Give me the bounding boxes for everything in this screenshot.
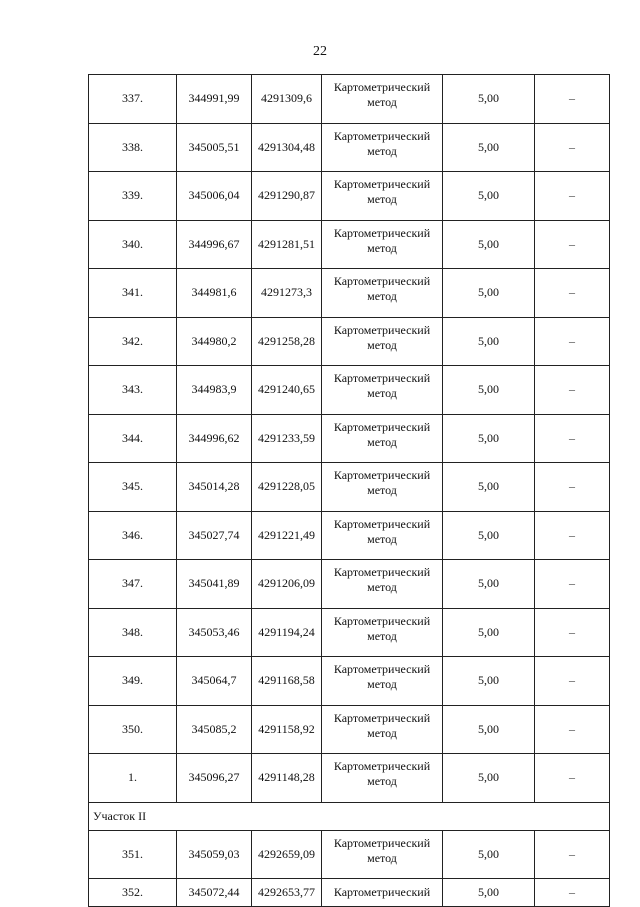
method-cell: Картометрический метод — [322, 511, 443, 560]
table-row — [89, 830, 610, 879]
y-coordinate-cell: 4291290,87 — [252, 172, 322, 221]
precision-cell: 5,00 — [443, 879, 535, 907]
precision-cell: 5,00 — [443, 172, 535, 221]
point-number-cell: 343. — [89, 366, 177, 415]
method-cell: Картометрический метод — [322, 830, 443, 879]
note-cell: – — [535, 172, 610, 221]
precision-cell: 5,00 — [443, 414, 535, 463]
method-cell: Картометрический метод — [322, 172, 443, 221]
y-coordinate-cell: 4291228,05 — [252, 463, 322, 512]
x-coordinate-cell: 345014,28 — [177, 463, 252, 512]
table-row — [89, 172, 610, 221]
coordinates-table-body — [89, 75, 610, 907]
point-number-cell: 347. — [89, 560, 177, 609]
note-cell: – — [535, 414, 610, 463]
point-number-cell: 338. — [89, 123, 177, 172]
y-coordinate-cell: 4292659,09 — [252, 830, 322, 879]
note-cell: – — [535, 366, 610, 415]
precision-cell: 5,00 — [443, 269, 535, 318]
precision-cell: 5,00 — [443, 75, 535, 124]
note-cell: – — [535, 608, 610, 657]
x-coordinate-cell: 344981,6 — [177, 269, 252, 318]
note-cell: – — [535, 220, 610, 269]
table-row — [89, 269, 610, 318]
x-coordinate-cell: 345005,51 — [177, 123, 252, 172]
point-number-cell: 348. — [89, 608, 177, 657]
point-number-cell: 352. — [89, 879, 177, 907]
table-row — [89, 317, 610, 366]
y-coordinate-cell: 4291158,92 — [252, 705, 322, 754]
precision-cell: 5,00 — [443, 463, 535, 512]
precision-cell: 5,00 — [443, 317, 535, 366]
precision-cell: 5,00 — [443, 560, 535, 609]
method-cell: Картометрический метод — [322, 220, 443, 269]
note-cell: – — [535, 317, 610, 366]
section-label: Участок II — [89, 802, 610, 830]
table-row — [89, 705, 610, 754]
x-coordinate-cell: 344980,2 — [177, 317, 252, 366]
table-row — [89, 123, 610, 172]
point-number-cell: 342. — [89, 317, 177, 366]
page-number: 22 — [313, 44, 327, 59]
y-coordinate-cell: 4291281,51 — [252, 220, 322, 269]
x-coordinate-cell: 344996,62 — [177, 414, 252, 463]
point-number-cell: 345. — [89, 463, 177, 512]
note-cell: – — [535, 705, 610, 754]
method-cell: Картометрический метод — [322, 414, 443, 463]
precision-cell: 5,00 — [443, 608, 535, 657]
method-cell: Картометрический метод — [322, 463, 443, 512]
x-coordinate-cell: 345064,7 — [177, 657, 252, 706]
y-coordinate-cell: 4291206,09 — [252, 560, 322, 609]
note-cell: – — [535, 123, 610, 172]
x-coordinate-cell: 345072,44 — [177, 879, 252, 907]
x-coordinate-cell: 344991,99 — [177, 75, 252, 124]
precision-cell: 5,00 — [443, 830, 535, 879]
section-row — [89, 802, 610, 830]
point-number-cell: 346. — [89, 511, 177, 560]
method-cell: Картометрический метод — [322, 657, 443, 706]
x-coordinate-cell: 345053,46 — [177, 608, 252, 657]
precision-cell: 5,00 — [443, 657, 535, 706]
y-coordinate-cell: 4291240,65 — [252, 366, 322, 415]
y-coordinate-cell: 4291273,3 — [252, 269, 322, 318]
precision-cell: 5,00 — [443, 511, 535, 560]
point-number-cell: 341. — [89, 269, 177, 318]
method-cell: Картометрический — [322, 879, 443, 907]
x-coordinate-cell: 345085,2 — [177, 705, 252, 754]
point-number-cell: 344. — [89, 414, 177, 463]
y-coordinate-cell: 4291148,28 — [252, 754, 322, 803]
note-cell: – — [535, 463, 610, 512]
method-cell: Картометрический метод — [322, 317, 443, 366]
x-coordinate-cell: 344983,9 — [177, 366, 252, 415]
table-row — [89, 414, 610, 463]
note-cell: – — [535, 269, 610, 318]
note-cell: – — [535, 830, 610, 879]
y-coordinate-cell: 4291168,58 — [252, 657, 322, 706]
method-cell: Картометрический метод — [322, 560, 443, 609]
y-coordinate-cell: 4291258,28 — [252, 317, 322, 366]
note-cell: – — [535, 75, 610, 124]
method-cell: Картометрический метод — [322, 269, 443, 318]
note-cell: – — [535, 511, 610, 560]
table-row — [89, 75, 610, 124]
point-number-cell: 349. — [89, 657, 177, 706]
y-coordinate-cell: 4291233,59 — [252, 414, 322, 463]
precision-cell: 5,00 — [443, 123, 535, 172]
table-row — [89, 220, 610, 269]
precision-cell: 5,00 — [443, 220, 535, 269]
point-number-cell: 351. — [89, 830, 177, 879]
method-cell: Картометрический метод — [322, 366, 443, 415]
x-coordinate-cell: 345041,89 — [177, 560, 252, 609]
method-cell: Картометрический метод — [322, 75, 443, 124]
method-cell: Картометрический метод — [322, 123, 443, 172]
method-cell: Картометрический метод — [322, 705, 443, 754]
point-number-cell: 340. — [89, 220, 177, 269]
precision-cell: 5,00 — [443, 366, 535, 415]
y-coordinate-cell: 4291194,24 — [252, 608, 322, 657]
x-coordinate-cell: 344996,67 — [177, 220, 252, 269]
x-coordinate-cell: 345059,03 — [177, 830, 252, 879]
table-row — [89, 608, 610, 657]
coordinates-table — [88, 74, 610, 907]
y-coordinate-cell: 4291309,6 — [252, 75, 322, 124]
note-cell: – — [535, 879, 610, 907]
y-coordinate-cell: 4291304,48 — [252, 123, 322, 172]
point-number-cell: 1. — [89, 754, 177, 803]
table-row — [89, 754, 610, 803]
x-coordinate-cell: 345027,74 — [177, 511, 252, 560]
y-coordinate-cell: 4292653,77 — [252, 879, 322, 907]
note-cell: – — [535, 560, 610, 609]
point-number-cell: 337. — [89, 75, 177, 124]
point-number-cell: 339. — [89, 172, 177, 221]
method-cell: Картометрический метод — [322, 754, 443, 803]
table-row — [89, 657, 610, 706]
table-row — [89, 511, 610, 560]
precision-cell: 5,00 — [443, 754, 535, 803]
point-number-cell: 350. — [89, 705, 177, 754]
x-coordinate-cell: 345096,27 — [177, 754, 252, 803]
table-row — [89, 366, 610, 415]
precision-cell: 5,00 — [443, 705, 535, 754]
table-row — [89, 560, 610, 609]
note-cell: – — [535, 754, 610, 803]
table-row — [89, 879, 610, 907]
note-cell: – — [535, 657, 610, 706]
x-coordinate-cell: 345006,04 — [177, 172, 252, 221]
method-cell: Картометрический метод — [322, 608, 443, 657]
table-row — [89, 463, 610, 512]
y-coordinate-cell: 4291221,49 — [252, 511, 322, 560]
